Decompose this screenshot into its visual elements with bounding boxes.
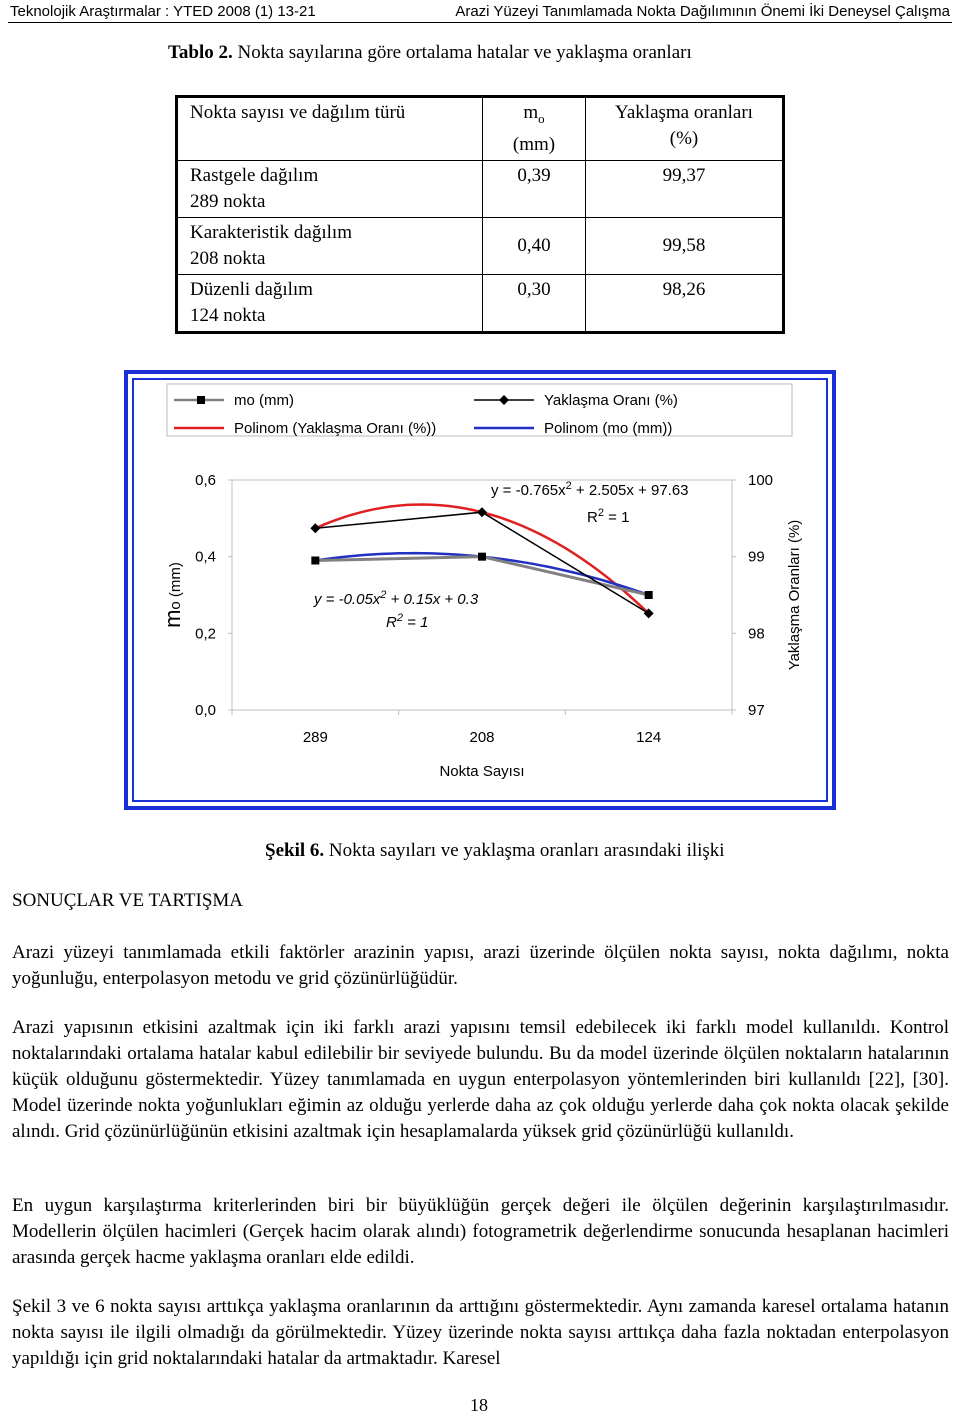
right-tick-label: 97 xyxy=(748,702,765,719)
left-tick-label: 0,6 xyxy=(195,472,216,489)
row-type: Rastgele dağılım xyxy=(190,164,319,186)
row-rate: 99,58 xyxy=(586,217,784,274)
legend-square-marker xyxy=(197,396,205,404)
legend-poly-rate-label: Polinom (Yaklaşma Oranı (%)) xyxy=(234,420,437,437)
left-tick-label: 0,0 xyxy=(195,702,216,719)
table-caption-text: Nokta sayılarına göre ortalama hatalar ve yaklaşma oranları xyxy=(232,42,692,63)
paragraph: Şekil 3 ve 6 nokta sayısı arttıkça yaklaşma oranlarının da arttığını göstermektedir. Aynı zamanda karesel ortalama hatanın nokta sayısı ile ilgili olmadığı da görülmektedir. Yüzey üzerinde nokta sayısı arttıkça daha fazla noktadan enterpolasyon yapıldığı için grid noktalarındaki hatalar da artmaktadır. Karesel xyxy=(12,1296,949,1369)
series-mo-point xyxy=(478,553,486,561)
legend-rate-label: Yaklaşma Oranı (%) xyxy=(544,392,678,409)
right-tick-label: 99 xyxy=(748,548,765,566)
series-mo-point xyxy=(645,591,653,599)
row-rate: 99,37 xyxy=(586,160,784,217)
left-tick-label: 0,2 xyxy=(195,625,216,643)
table-caption-label: Tablo 2. xyxy=(168,42,233,63)
results-table xyxy=(175,95,785,334)
left-tick-label: 0,4 xyxy=(195,548,216,566)
col3-header-main: Yaklaşma oranları xyxy=(615,102,753,123)
row-rate: 98,26 xyxy=(586,274,784,332)
row-points: 289 nokta xyxy=(190,190,266,212)
col3-header xyxy=(586,97,784,161)
line-chart xyxy=(124,370,836,810)
table-row xyxy=(177,274,784,332)
table-header-row xyxy=(177,97,784,161)
paragraph: Arazi yapısının etkisini azaltmak için iki farklı arazi yapısını temsil edebilecek iki farklı model kullanıldı. Kontrol noktalarındaki ortalama hatalar kabul edilebilir bir seviyede bulundu. Bu da model üzerinde ölçülen noktaların hatalarının küçük olduğunu göstermektedir. Yüzey tanımlamada en uygun enterpolasyon yöntemlerinden biri kullanıldı [22], [30]. Model üzerinde nokta yoğunlukları eğimin az olduğu yerlerde daha az çok olduğu yerlerde daha çok nokta olacak şekilde alındı. Grid çözünürlüğünün etkisini azaltmak için hesaplamalarda yüksek grid çözünürlüğü kullanıldı. xyxy=(12,1017,949,1142)
legend xyxy=(167,384,792,437)
figure-caption-text: Nokta sayıları ve yaklaşma oranları arasındaki ilişki xyxy=(324,840,725,861)
equation-1: $y = -0.765x^2 + 2.505x + 97.63$ xyxy=(491,480,689,499)
journal-citation: Teknolojik Araştırmalar : YTED 2008 (1) 13-21 xyxy=(10,3,316,20)
table-row xyxy=(177,160,784,217)
r2-1: $R^2 = 1$ xyxy=(587,507,630,526)
col2-header-sub: o xyxy=(538,110,545,126)
paragraph: Arazi yüzeyi tanımlamada etkili faktörler arazinin yapısı, arazi üzerinde ölçülen nokta sayısı, nokta dağılımı, nokta yoğunluğu, enterpolasyon metodu ve grid çözünürlüğüdür. xyxy=(12,942,949,989)
col2-header-main: m xyxy=(523,102,539,123)
article-title: Arazi Yüzeyi Tanımlamada Nokta Dağılımının Önemi İki Deneysel Çalışma xyxy=(455,3,950,20)
row-points: 208 nokta xyxy=(190,247,266,269)
row-type: Düzenli dağılım xyxy=(190,278,313,300)
x-axis-label: Nokta Sayısı xyxy=(439,763,525,780)
x-tick-label: 124 xyxy=(636,729,662,746)
col3-header-unit: (%) xyxy=(669,128,699,149)
y-left-axis-label: mo (mm) xyxy=(160,562,185,628)
y-right-axis-label: Yaklaşma Oranları (%) xyxy=(786,519,803,671)
x-tick-label: 289 xyxy=(302,729,328,746)
section-title: SONUÇLAR VE TARTIŞMA xyxy=(12,890,243,911)
series-mo-point xyxy=(311,557,319,565)
legend-mo-label: mo (mm) xyxy=(234,392,294,409)
row-points: 124 nokta xyxy=(190,304,266,326)
row-type: Karakteristik dağılım xyxy=(190,221,352,243)
row-mo: 0,30 xyxy=(483,274,586,332)
paragraph: En uygun karşılaştırma kriterlerinden biri bir büyüklüğün gerçek değeri ile ölçülen değerinin karşılaştırılmasıdır. Modellerin ölçülen hacimleri (Gerçek hacim olarak alındı) fotogrametrik değerlendirme sonucunda hesaplanan hacimleri arasında gerçek hacme yaklaşma oranları elde edildi. xyxy=(12,1195,949,1268)
row-mo: 0,39 xyxy=(483,160,586,217)
legend-poly-mo-label: Polinom (mo (mm)) xyxy=(544,420,673,437)
header-rule xyxy=(8,22,952,23)
r2-2: $R^2 = 1$ xyxy=(386,612,429,631)
row-mo: 0,40 xyxy=(483,217,586,274)
col2-header xyxy=(483,97,586,161)
page-number: 18 xyxy=(470,1395,488,1415)
running-header xyxy=(0,0,960,24)
x-tick-label: 208 xyxy=(469,729,495,746)
table-caption xyxy=(168,42,692,64)
figure-label: Şekil 6. xyxy=(265,840,325,861)
right-tick-label: 100 xyxy=(748,472,774,489)
figure-caption xyxy=(265,840,725,862)
right-tick-label: 98 xyxy=(748,625,765,643)
table-row xyxy=(177,217,784,274)
col2-header-unit: (mm) xyxy=(512,133,556,155)
equation-2: $y = -0.05x^2 + 0.15x + 0.3$ xyxy=(314,589,479,608)
col1-header: Nokta sayısı ve dağılım türü xyxy=(177,97,483,161)
